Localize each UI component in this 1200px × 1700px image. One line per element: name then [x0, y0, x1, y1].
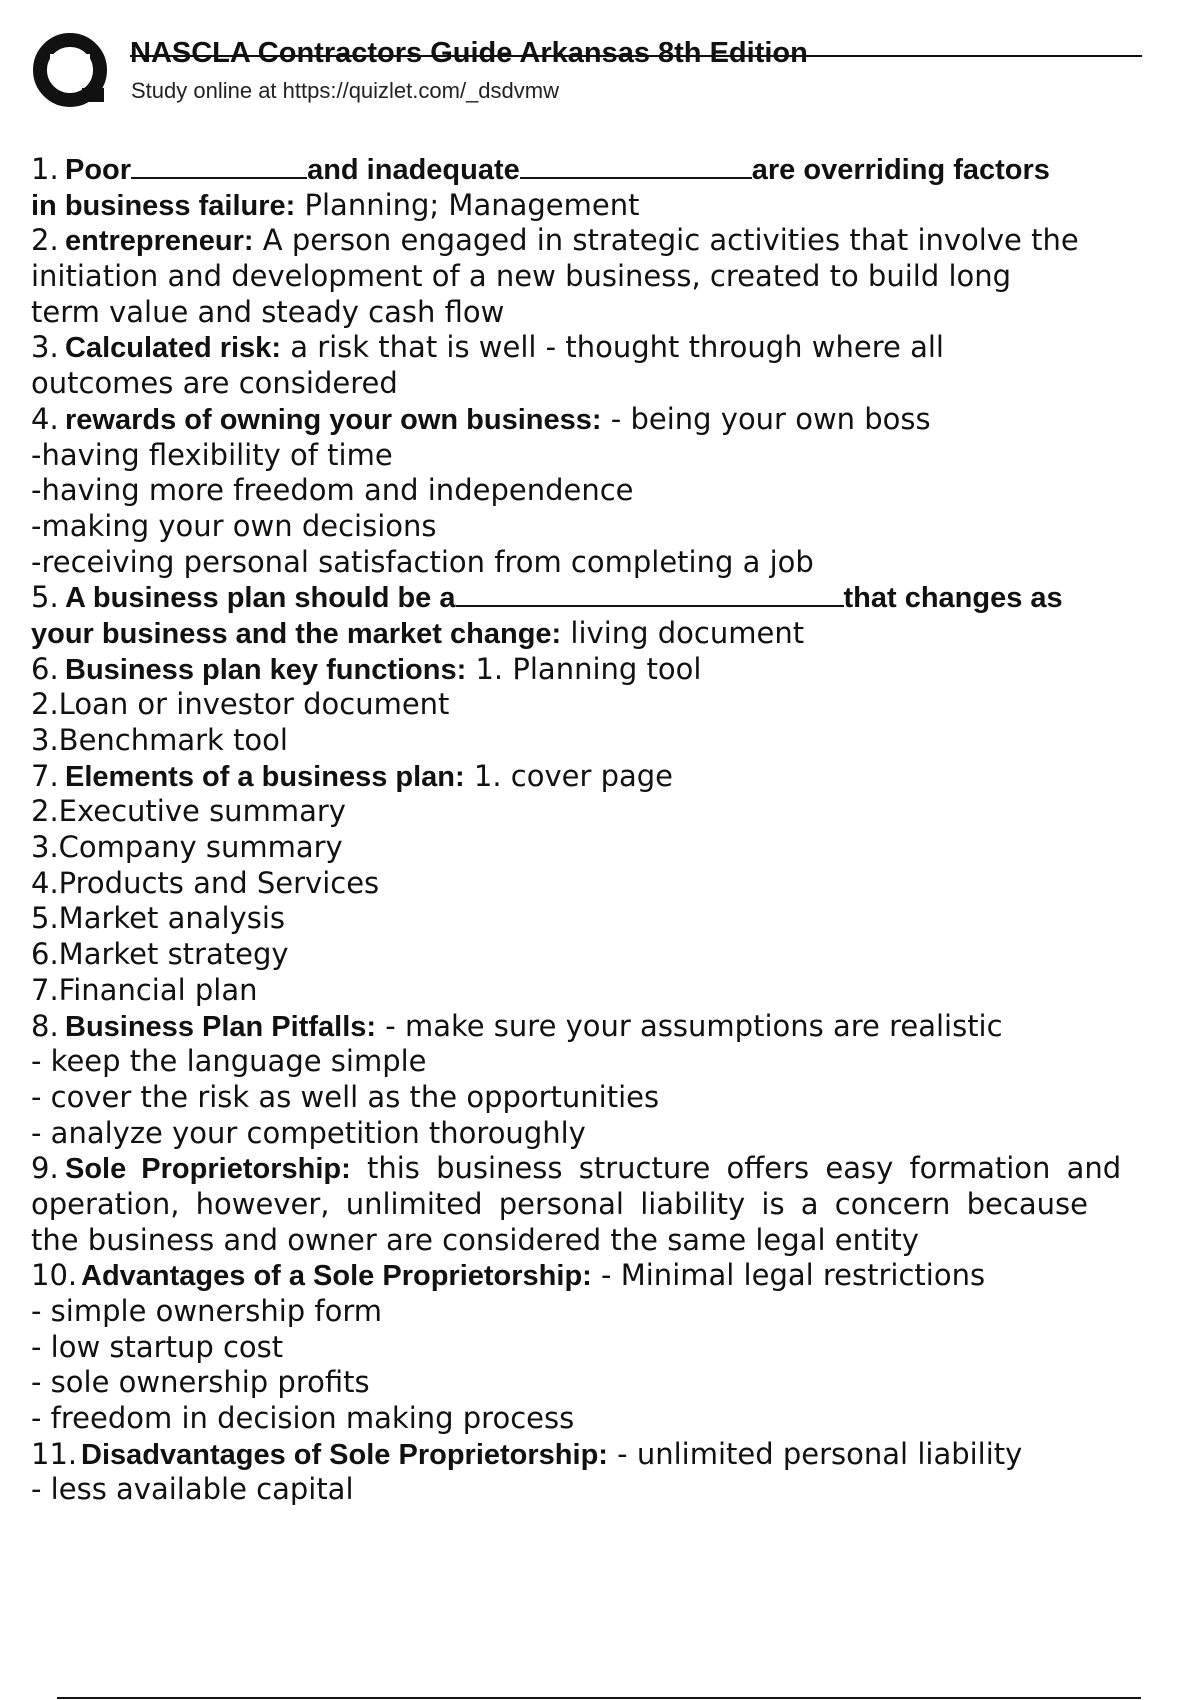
list-item: 10. Advantages of a Sole Proprietorship: - Minimal legal restrictions [31, 1258, 986, 1293]
list-item: 4. rewards of owning your own business: - being your own boss [31, 401, 931, 436]
title-strike-rule [130, 55, 1142, 57]
quizlet-logo-icon [32, 32, 112, 112]
list-item: 7. Elements of a business plan: 1. cover page [31, 758, 674, 793]
list-item: 8. Business Plan Pitfalls: - make sure your assumptions are realistic [31, 1008, 1003, 1043]
list-item: 11. Disadvantages of Sole Proprietorship: - unlimited personal liability [31, 1436, 1023, 1471]
list-item: 6. Business plan key functions: 1. Planning tool [31, 651, 702, 686]
list-item: 9. Sole Proprietorship: this business structure offers easy formation and [31, 1151, 1122, 1186]
list-item: 5. A business plan should be a that changes as [31, 580, 1063, 615]
study-online-link[interactable]: Study online at https://quizlet.com/_dsdvmw [131, 78, 559, 103]
flashcard-list: 1. Poor and inadequate are overriding factors in business failure: Planning; Management 2. entrepreneur: A person engaged in strategic activities that involve the initiation and development of a new business, created to build long term value and steady cash flow 3. Calculated risk: a risk that is well - thought through where all outcomes are considered 4. rewards of owning your own business: - being your own boss -having flexibility of time -having more freedom and independence -making your own decisions -receiving personal satisfaction from completing a job 5. A business plan should be a that changes as your business and the market change: living document 6. Business plan key functions: 1. Planning tool 2.Loan or investor document 3.Benchmark tool 7. Elements of a business plan: 1. cover page 2.Executive summary 3.Company summary 4.Products and Services 5.Market analysis 6.Market strategy 7.Financial plan 8. Business Plan Pitfalls: - make sure your assumptions are realistic - keep the language simple - cover the risk as well as the opportunities - analyze your competition thoroughly 9. Sole Proprietorship: this business structure offers easy formation and operation, however, unlimited personal liability is a concern because the business and owner are considered the same legal entity 10. Advantages of a Sole Proprietorship: - Minimal legal restrictions - simple ownership form - low startup cost - sole ownership profits - freedom in decision making process 11. Disadvantages of Sole Proprietorship: - unlimited personal liability - less available capital [31, 152, 1200, 1508]
list-item: 1. Poor and inadequate are overriding factors [31, 152, 1050, 186]
list-item: 2. entrepreneur: A person engaged in strategic activities that involve the [31, 223, 1079, 258]
footer-divider [57, 1697, 1141, 1699]
document-title: NASCLA Contractors Guide Arkansas 8th Edition [130, 37, 808, 69]
page-header [30, 30, 1142, 110]
list-item: 3. Calculated risk: a risk that is well - thought through where all [31, 330, 944, 365]
